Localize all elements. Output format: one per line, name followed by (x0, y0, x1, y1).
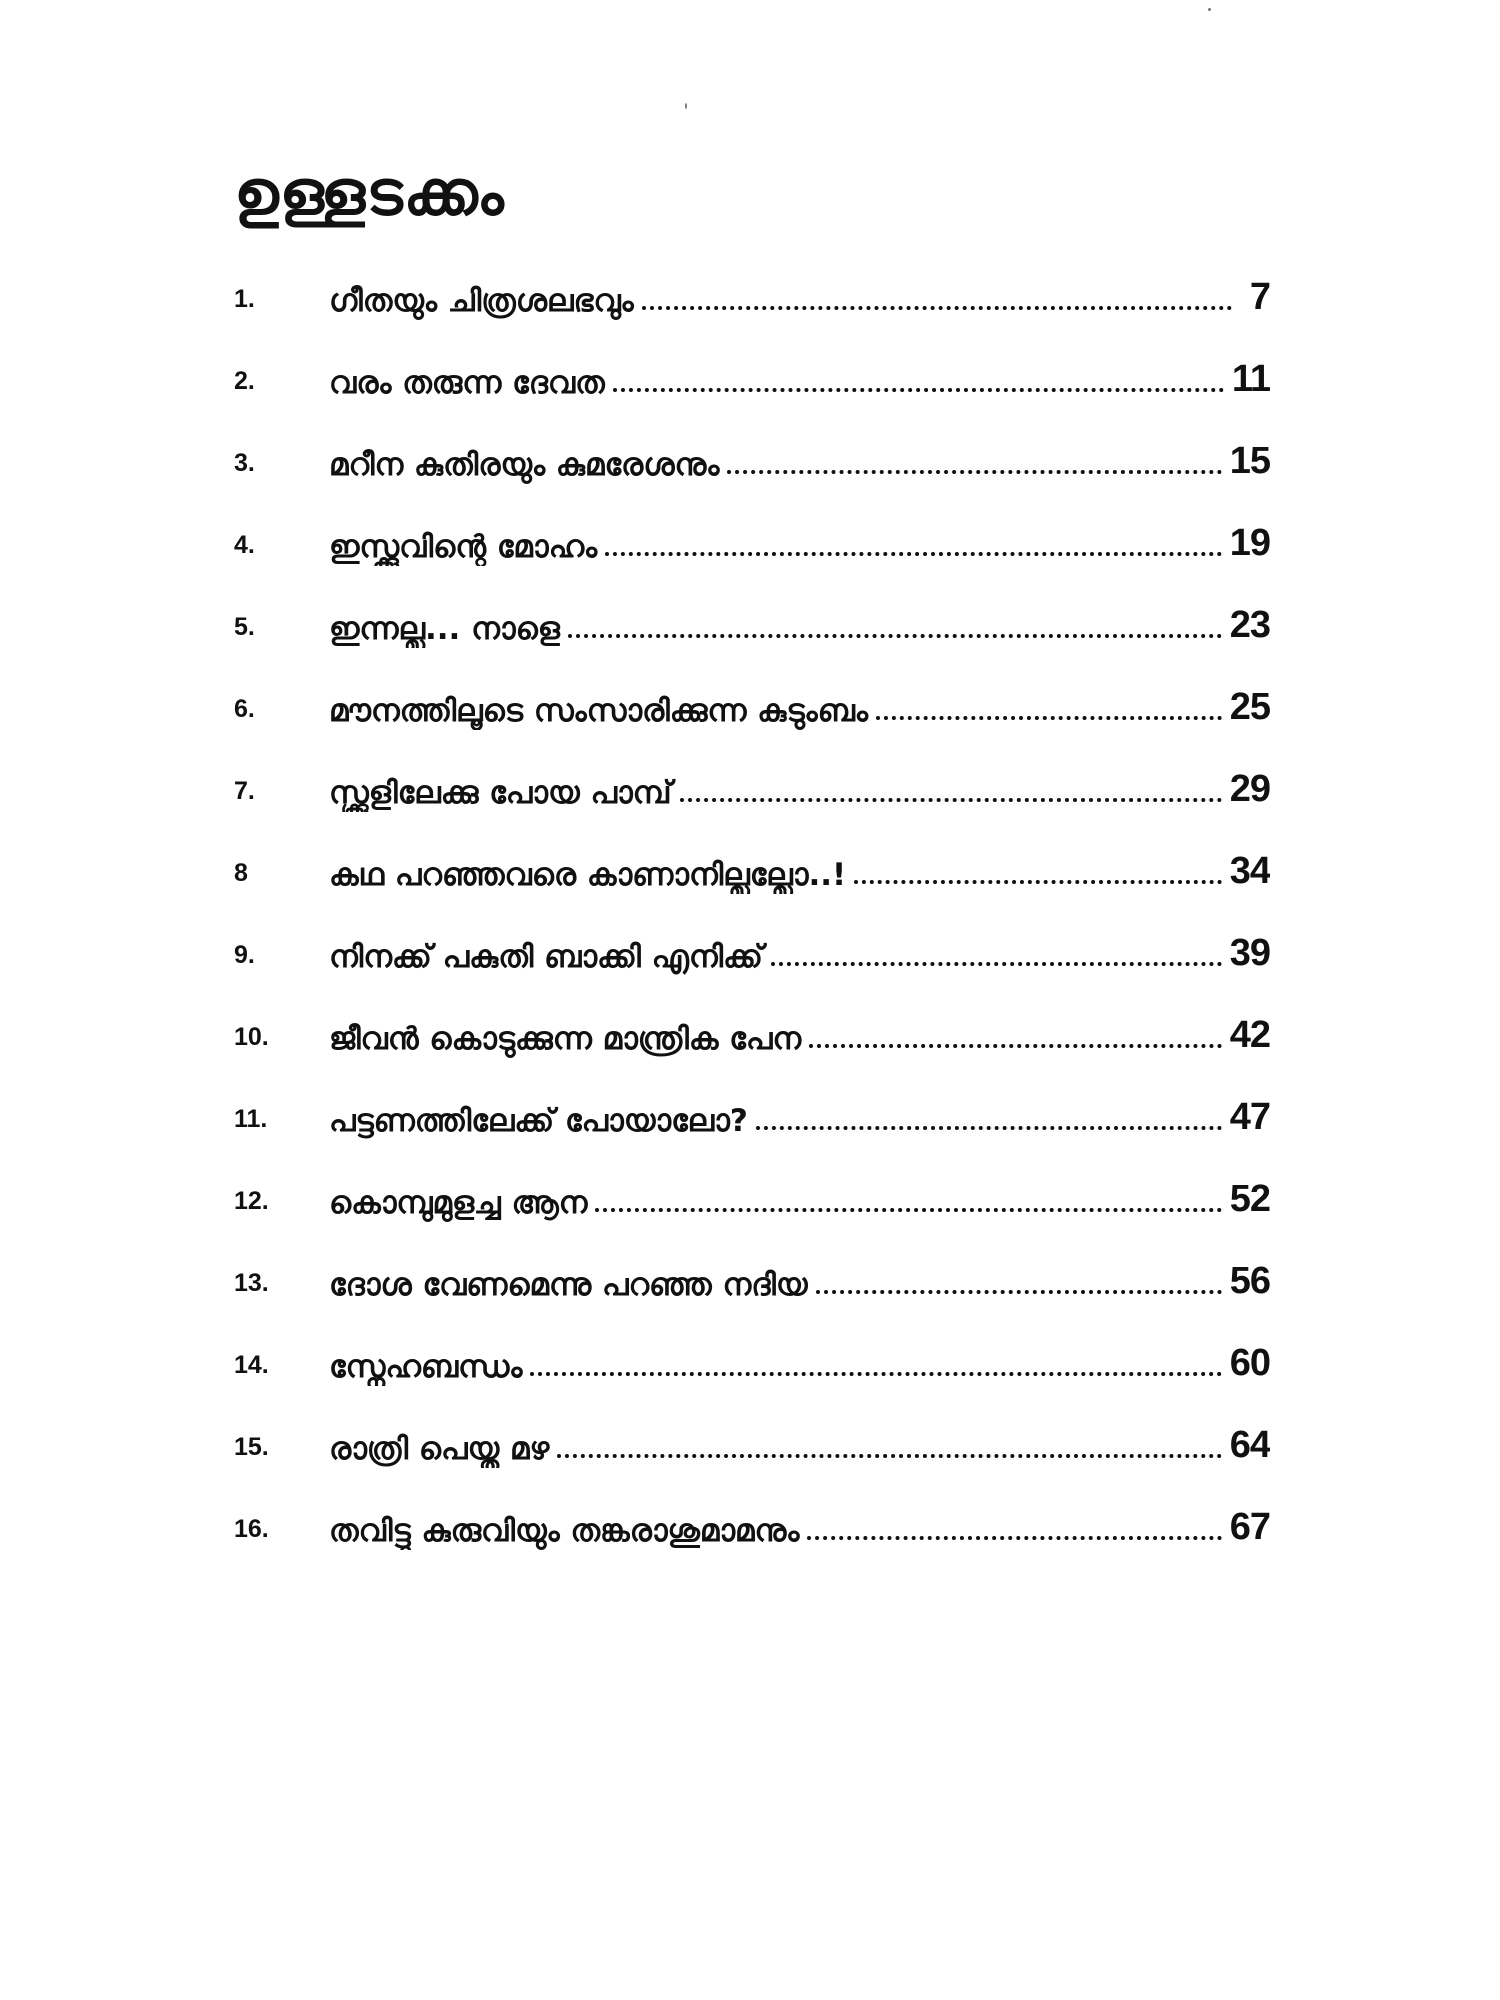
entry-title: ഗീതയും ചിത്രശലഭവും (329, 282, 634, 319)
dot-leader (642, 306, 1232, 310)
entry-line (329, 770, 1270, 812)
entry-title: ജീവൻ കൊടുക്കുന്ന മാന്ത്രിക പേന (329, 1020, 802, 1057)
entry-page-number: 11 (1231, 360, 1270, 400)
entry-number: 5. (234, 613, 255, 641)
dot-leader (680, 798, 1222, 802)
entry-line (329, 1098, 1270, 1140)
entry-number: 15. (234, 1433, 269, 1461)
entry-title: ഇന്നല്ല... നാളെ (329, 610, 560, 647)
entry-title: നിനക്ക് പകുതി ബാക്കി എനിക്ക് (329, 938, 763, 975)
entry-title: വരം തരുന്ന ദേവത (329, 364, 605, 401)
dot-leader (605, 552, 1222, 556)
dot-leader (854, 880, 1222, 884)
entry-number: 10. (234, 1023, 269, 1051)
entry-title: ദോശ വേണമെന്നു പറഞ്ഞ നദിയ (329, 1266, 808, 1303)
entry-number: 4. (234, 531, 255, 559)
dot-leader (816, 1290, 1222, 1294)
entry-page-number: 19 (1229, 524, 1270, 564)
entry-line (329, 442, 1270, 484)
toc-row-2[interactable] (234, 320, 1270, 402)
entry-title: സ്നേഹബന്ധം (329, 1348, 523, 1385)
toc-row-4[interactable] (234, 484, 1270, 566)
entry-title: പട്ടണത്തിലേക്ക് പോയാലോ? (329, 1102, 748, 1139)
entry-page-number: 47 (1229, 1098, 1270, 1138)
entry-page-number: 23 (1229, 606, 1270, 646)
dot-leader (613, 388, 1224, 392)
entry-page-number: 64 (1229, 1426, 1270, 1466)
dot-leader (876, 716, 1222, 720)
dot-leader (727, 470, 1221, 474)
entry-number: 2. (234, 367, 255, 395)
toc-row-7[interactable] (234, 730, 1270, 812)
entry-title: കൊമ്പുമുളച്ച ആന (329, 1184, 588, 1221)
entry-line (329, 934, 1270, 976)
entry-page-number: 29 (1229, 770, 1270, 810)
entry-line (329, 1426, 1270, 1468)
entry-line (329, 1180, 1270, 1222)
toc-row-13[interactable] (234, 1222, 1270, 1304)
entry-title: മറീന കുതിരയും കുമരേശനും (329, 446, 720, 483)
entry-number: 12. (234, 1187, 269, 1215)
dot-leader (756, 1126, 1222, 1130)
entry-number: 11. (234, 1105, 268, 1133)
entry-line (329, 1016, 1270, 1058)
toc-row-8[interactable] (234, 812, 1270, 894)
toc-row-11[interactable] (234, 1058, 1270, 1140)
dot-leader (809, 1044, 1222, 1048)
toc-row-9[interactable] (234, 894, 1270, 976)
entry-page-number: 67 (1229, 1508, 1270, 1548)
toc-row-3[interactable] (234, 402, 1270, 484)
toc-row-6[interactable] (234, 648, 1270, 730)
entry-page-number: 56 (1229, 1262, 1270, 1302)
entry-page-number: 42 (1229, 1016, 1270, 1056)
entry-title: കഥ പറഞ്ഞവരെ കാണാനില്ലല്ലോ..! (329, 856, 847, 893)
dot-leader (771, 962, 1222, 966)
entry-number: 9. (234, 941, 255, 969)
scan-speck (685, 103, 687, 109)
entry-number: 7. (234, 777, 255, 805)
entry-number: 3. (234, 449, 255, 477)
entry-number: 13. (234, 1269, 269, 1297)
table-of-contents (234, 238, 1270, 1550)
entry-title: സ്ക്കൂളിലേക്കു പോയ പാമ്പ് (329, 774, 672, 811)
dot-leader (530, 1372, 1221, 1376)
toc-row-1[interactable] (234, 238, 1270, 320)
entry-page-number: 34 (1229, 852, 1270, 892)
entry-title: തവിട്ടു കുരുവിയും തങ്കരാശുമാമനും (329, 1512, 800, 1549)
entry-line (329, 1508, 1270, 1550)
entry-line (329, 852, 1270, 894)
entry-title: ഇസ്ക്കുവിന്റെ മോഹം (329, 528, 598, 565)
entry-line (329, 1344, 1270, 1386)
entry-title: മൗനത്തിലൂടെ സംസാരിക്കുന്ന കുടുംബം (329, 692, 868, 729)
toc-row-14[interactable] (234, 1304, 1270, 1386)
toc-row-15[interactable] (234, 1386, 1270, 1468)
entry-number: 16. (234, 1515, 269, 1543)
entry-line (329, 1262, 1270, 1304)
scan-speck (1208, 8, 1211, 11)
dot-leader (557, 1454, 1221, 1458)
entry-page-number: 39 (1229, 934, 1270, 974)
dot-leader (568, 634, 1222, 638)
entry-page-number: 15 (1229, 442, 1270, 482)
page-title: ഉള്ളടക്കം (234, 155, 505, 229)
toc-row-10[interactable] (234, 976, 1270, 1058)
entry-line (329, 278, 1270, 320)
entry-page-number: 52 (1229, 1180, 1270, 1220)
entry-line (329, 524, 1270, 566)
entry-number: 6. (234, 695, 255, 723)
toc-row-16[interactable] (234, 1468, 1270, 1550)
entry-line (329, 606, 1270, 648)
entry-number: 8 (234, 859, 248, 887)
entry-page-number: 25 (1229, 688, 1270, 728)
entry-page-number: 60 (1229, 1344, 1270, 1384)
dot-leader (595, 1208, 1221, 1212)
toc-row-5[interactable] (234, 566, 1270, 648)
entry-number: 14. (234, 1351, 269, 1379)
dot-leader (807, 1536, 1221, 1540)
entry-page-number: 7 (1249, 278, 1270, 318)
entry-number: 1. (234, 285, 255, 313)
entry-title: രാത്രി പെയ്ത മഴ (329, 1430, 550, 1467)
entry-line (329, 360, 1270, 402)
toc-row-12[interactable] (234, 1140, 1270, 1222)
entry-line (329, 688, 1270, 730)
